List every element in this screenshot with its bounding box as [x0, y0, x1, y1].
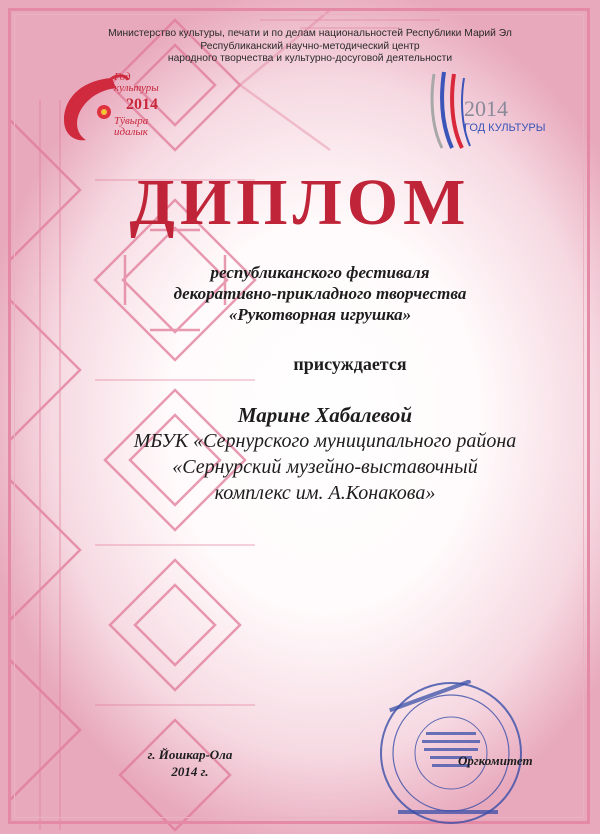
logo-caption: ГОД КУЛЬТУРЫ	[464, 122, 546, 134]
recipient-organization: комплекс им. А.Конакова»	[214, 482, 436, 504]
signature-label: Оргкомитет	[458, 753, 533, 768]
recipient-organization: «Сернурский музейно-выставочный	[172, 456, 478, 478]
logo-text: Тӱвыра	[114, 115, 149, 127]
event-line: декоративно-прикладного творчества	[173, 284, 467, 303]
logo-year: 2014	[464, 96, 508, 121]
issuing-organization	[60, 28, 560, 66]
event-line: республиканского фестиваля	[210, 263, 430, 282]
year: 2014 г.	[171, 764, 209, 779]
event-name: «Рукотворная игрушка»	[228, 305, 412, 324]
logo-text: идалык	[114, 126, 148, 138]
city: г. Йошкар-Ола	[147, 747, 233, 762]
logo-year: 2014	[126, 96, 158, 113]
logo-text: культуры	[114, 82, 159, 94]
header-line: Министерство культуры, печати и по делам национальностей Республики Марий Эл	[108, 28, 512, 39]
logo-text: Год	[114, 71, 131, 83]
year-of-culture-mari-logo	[42, 68, 192, 148]
flower-icon	[97, 105, 111, 119]
event-description	[120, 262, 520, 325]
recipient-name: Марине Хабалевой	[237, 403, 413, 427]
document-title: ДИПЛОМ	[129, 166, 471, 239]
recipient-block	[90, 402, 560, 506]
header-line: народного творчества и культурно-досуговой деятельности	[167, 53, 453, 64]
header-line: Республиканский научно-методический центр	[200, 40, 420, 52]
recipient-organization: МБУК «Сернурского муниципального района	[133, 430, 517, 452]
year-of-culture-russia-logo	[420, 70, 580, 150]
awarded-text: присуждается	[293, 354, 407, 374]
place-and-date	[120, 746, 260, 780]
